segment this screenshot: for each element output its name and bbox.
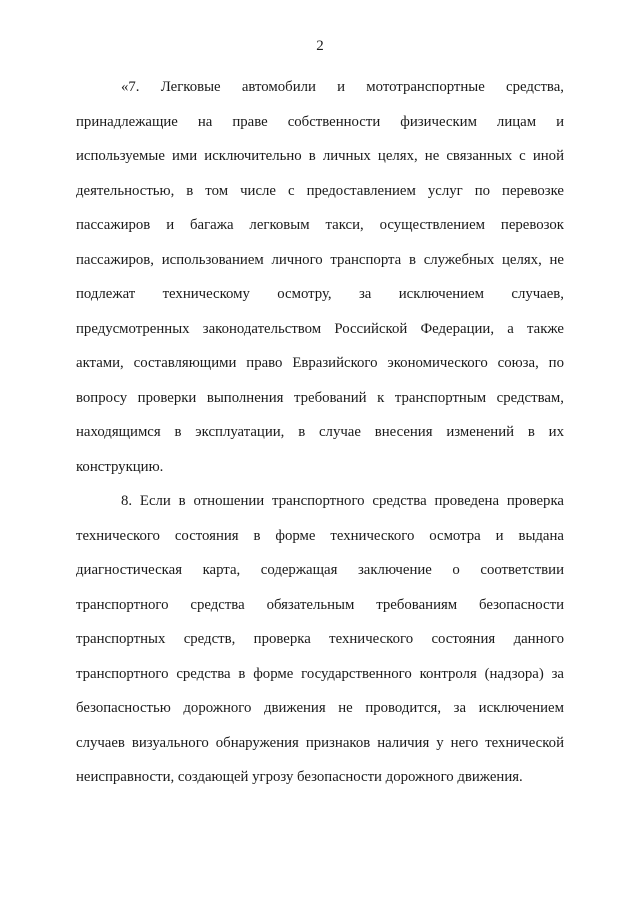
paragraph-line: технического состояния в форме технического осмотра и выдана (76, 527, 564, 544)
paragraph-line: «7. Легковые автомобили и мототранспортные средства, (121, 79, 564, 95)
paragraph-line: пассажиров и багажа легковым такси, осуществлением перевозок (76, 217, 564, 233)
paragraph-line: предусмотренных законодательством Российской Федерации, а также (76, 320, 564, 337)
paragraph-7 (76, 70, 564, 484)
paragraph-line: подлежат техническому осмотру, за исключением случаев, (76, 286, 564, 302)
paragraph-line: находящимся в эксплуатации, в случае внесения изменений в их (76, 424, 564, 440)
paragraph-line: 8. Если в отношении транспортного средства проведена проверка (121, 493, 564, 509)
paragraph-line: актами, составляющими право Евразийского экономического союза, по (76, 355, 564, 371)
paragraph-line: вопросу проверки выполнения требований к транспортным средствам, (76, 389, 564, 406)
paragraph-line: транспортных средств, проверка технического состояния данного (76, 631, 564, 647)
paragraph-line: транспортного средства обязательным требованиям безопасности (76, 596, 564, 613)
paragraph-line: безопасностью дорожного движения не проводится, за исключением (76, 700, 564, 716)
paragraph-8 (76, 484, 564, 795)
paragraph-line: транспортного средства в форме государственного контроля (надзора) за (76, 665, 564, 682)
paragraph-line: конструкцию. (76, 458, 164, 475)
paragraph-line: используемые ими исключительно в личных целях, не связанных с иной (76, 148, 564, 164)
paragraph-line: случаев визуального обнаружения признаков наличия у него технической (76, 734, 564, 751)
page-number: 2 (316, 38, 324, 54)
paragraph-line: принадлежащие на праве собственности физическим лицам и (76, 113, 564, 130)
paragraph-line: неисправности, создающей угрозу безопасности дорожного движения. (76, 769, 523, 785)
paragraph-line: диагностическая карта, содержащая заключение о соответствии (76, 562, 564, 578)
paragraph-line: пассажиров, использованием личного транспорта в служебных целях, не (76, 251, 564, 268)
paragraph-line: деятельностью, в том числе с предоставлением услуг по перевозке (76, 182, 564, 199)
